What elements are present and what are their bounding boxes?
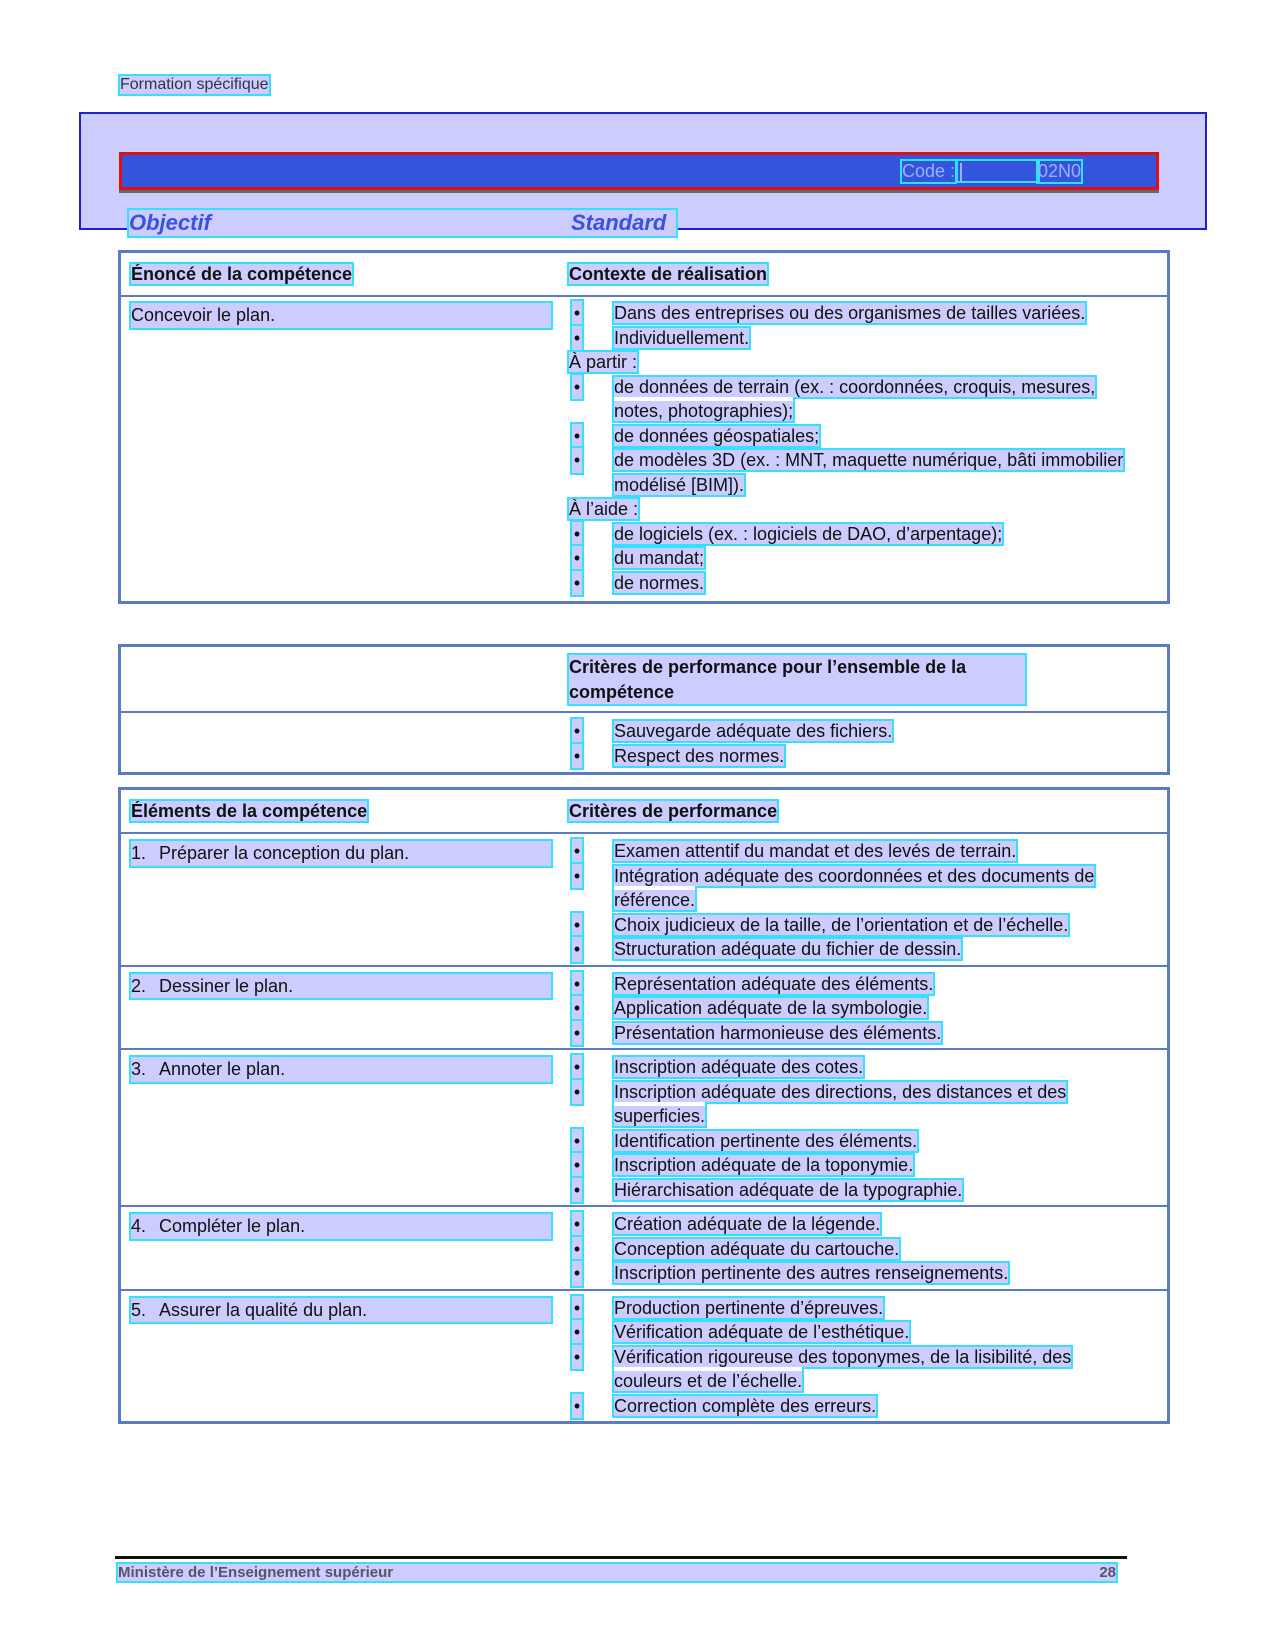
standard-title: Standard	[571, 210, 667, 235]
bullet-item	[569, 301, 1134, 326]
element-text: Annoter le plan.	[159, 1059, 286, 1079]
element-title	[131, 1298, 551, 1323]
bullet-item	[569, 571, 1134, 596]
bullet-dot: •	[572, 301, 582, 326]
performance-criteria-header: Critères de performance	[569, 800, 778, 821]
bullet-dot: •	[572, 1129, 582, 1154]
bullet-text: Inscription adéquate de la toponymie.	[614, 1155, 914, 1175]
code-value: 02N0	[1038, 161, 1082, 181]
footer	[118, 1564, 1116, 1581]
bullet-dot: •	[572, 1212, 582, 1237]
bullet-item	[569, 326, 1134, 351]
bullet-item	[569, 913, 1134, 938]
list-subheading	[569, 497, 1089, 522]
bullet-text: Représentation adéquate des éléments.	[614, 973, 934, 994]
element-number: 3.	[131, 1059, 147, 1079]
bullet-text: Identification pertinente des éléments.	[614, 1130, 918, 1151]
bullet-dot: •	[572, 1296, 582, 1321]
bullet-item	[569, 719, 1134, 744]
bullet-item	[569, 1021, 1134, 1046]
element-title	[131, 974, 551, 999]
element-row	[120, 1049, 1169, 1206]
element-text: Compléter le plan.	[159, 1216, 306, 1236]
bullet-text: Sauvegarde adéquate des fichiers.	[614, 721, 893, 741]
bullet-dot: •	[572, 375, 582, 400]
element-number: 1.	[131, 843, 147, 863]
overall-criteria-list	[569, 719, 1167, 768]
bullet-dot: •	[572, 571, 582, 596]
bullet-dot: •	[572, 522, 582, 547]
competence-statement: Concevoir le plan.	[131, 303, 551, 328]
bullet-dot: •	[572, 719, 582, 744]
element-title	[131, 841, 551, 866]
element-text: Assurer la qualité du plan.	[159, 1299, 368, 1320]
element-criteria-list	[569, 972, 1167, 1046]
bullet-text: Conception adéquate du cartouche.	[614, 1238, 900, 1259]
bullet-text: À partir :	[569, 352, 638, 372]
bullet-text: Respect des normes.	[614, 745, 785, 766]
context-table	[118, 250, 1170, 604]
element-number: 2.	[131, 975, 147, 996]
bullet-text: Hiérarchisation adéquate de la typographie.	[614, 1179, 963, 1200]
bullet-item	[569, 522, 1134, 547]
bullet-item	[569, 1237, 1134, 1262]
bullet-dot: •	[572, 424, 582, 449]
bullet-dot: •	[572, 1320, 582, 1345]
code-label: Code :	[902, 161, 956, 181]
element-row	[120, 1206, 1169, 1290]
bullet-item	[569, 1394, 1134, 1419]
bullet-text: Choix judicieux de la taille, de l’orientation et de l’échelle.	[614, 914, 1069, 935]
element-number: 4.	[131, 1216, 147, 1236]
element-criteria-list	[569, 1296, 1167, 1419]
bullet-item	[569, 1178, 1134, 1203]
bullet-text: Création adéquate de la légende.	[614, 1214, 881, 1234]
bullet-item	[569, 937, 1134, 962]
bullet-item	[569, 448, 1134, 497]
bullet-dot: •	[572, 996, 582, 1021]
bullet-text: Production pertinente d’épreuves.	[614, 1297, 884, 1318]
bullet-item	[569, 1261, 1134, 1286]
element-title	[131, 1214, 551, 1239]
bullet-item	[569, 1345, 1134, 1394]
element-row	[120, 966, 1169, 1050]
page-number: 28	[1099, 1564, 1116, 1581]
bullet-dot: •	[572, 1261, 582, 1286]
bullet-dot: •	[572, 1394, 582, 1419]
bullet-dot: •	[572, 913, 582, 938]
code-bar	[119, 152, 1159, 190]
bullet-text: Examen attentif du mandat et des levés de terrain.	[614, 841, 1017, 861]
bullet-item	[569, 839, 1134, 864]
bullet-text: de logiciels (ex. : logiciels de DAO, d’arpentage);	[614, 523, 1003, 544]
bullet-text: Inscription adéquate des directions, des distances et des superficies.	[614, 1081, 1067, 1126]
elements-table	[118, 787, 1170, 1424]
running-head: Formation spécifique	[120, 76, 269, 93]
footer-rule	[115, 1556, 1127, 1559]
bullet-dot: •	[572, 546, 582, 571]
bullet-dot: •	[572, 972, 582, 997]
bullet-dot: •	[572, 1345, 582, 1370]
context-header: Contexte de réalisation	[569, 263, 768, 284]
element-criteria-list	[569, 1055, 1167, 1202]
bullet-item	[569, 864, 1134, 913]
bullet-text: Structuration adéquate du fichier de dessin.	[614, 939, 962, 959]
bullet-item	[569, 1296, 1134, 1321]
bullet-text: Dans des entreprises ou des organismes de tailles variées.	[614, 303, 1086, 323]
bullet-text: Inscription pertinente des autres renseignements.	[614, 1263, 1009, 1283]
element-number: 5.	[131, 1299, 147, 1320]
bullet-text: Inscription adéquate des cotes.	[614, 1057, 864, 1077]
bullet-dot: •	[572, 326, 582, 351]
overall-criteria-header: Critères de performance pour l’ensemble de la compétence	[569, 655, 1025, 704]
competence-statement-header: Énoncé de la compétence	[131, 263, 353, 284]
bullet-dot: •	[572, 839, 582, 864]
footer-ministry: Ministère de l’Enseignement supérieur	[118, 1564, 394, 1581]
bullet-text: de données de terrain (ex. : coordonnées, croquis, mesures, notes, photographies);	[614, 376, 1096, 421]
bullet-text: Application adéquate de la symbologie.	[614, 998, 928, 1018]
element-title	[131, 1057, 551, 1082]
bullet-item	[569, 1129, 1134, 1154]
bullet-item	[569, 972, 1134, 997]
bullet-text: de données géospatiales;	[614, 425, 820, 446]
bullet-item	[569, 546, 1134, 571]
bullet-text: Individuellement.	[614, 327, 750, 348]
element-criteria-list	[569, 1212, 1167, 1286]
bullet-text: Vérification rigoureuse des toponymes, de la lisibilité, des couleurs et de l’échelle.	[614, 1346, 1072, 1391]
bullet-dot: •	[572, 1178, 582, 1203]
element-row	[120, 833, 1169, 966]
bullet-text: Vérification adéquate de l’esthétique.	[614, 1322, 910, 1342]
element-text: Préparer la conception du plan.	[159, 843, 410, 863]
element-row	[120, 1290, 1169, 1423]
bullet-dot: •	[572, 1021, 582, 1046]
bullet-text: Intégration adéquate des coordonnées et des documents de référence.	[614, 865, 1095, 910]
bullet-dot: •	[572, 1080, 582, 1105]
bullet-item	[569, 1212, 1134, 1237]
bullet-item	[569, 1055, 1134, 1080]
bullet-text: de normes.	[614, 572, 705, 593]
bullet-item	[569, 1080, 1134, 1129]
bullet-dot: •	[572, 1237, 582, 1262]
elements-header: Éléments de la compétence	[131, 800, 368, 821]
bullet-text: Correction complète des erreurs.	[614, 1395, 877, 1416]
code-field-marker	[958, 161, 1038, 181]
element-text: Dessiner le plan.	[159, 975, 294, 996]
bullet-dot: •	[572, 864, 582, 889]
objective-title: Objectif	[129, 210, 211, 235]
list-subheading	[569, 350, 1089, 375]
bullet-item	[569, 1320, 1134, 1345]
bullet-dot: •	[572, 1153, 582, 1178]
bullet-text: de modèles 3D (ex. : MNT, maquette numérique, bâti immobilier modélisé [BIM]).	[614, 450, 1124, 495]
bullet-item	[569, 424, 1134, 449]
bullet-item	[569, 996, 1134, 1021]
objective-standard-titles	[129, 210, 676, 236]
bullet-dot: •	[572, 1055, 582, 1080]
bullet-item	[569, 744, 1134, 769]
bullet-text: Présentation harmonieuse des éléments.	[614, 1022, 942, 1043]
context-list	[569, 301, 1167, 595]
bullet-dot: •	[572, 937, 582, 962]
overall-criteria-table	[118, 644, 1170, 775]
bullet-dot: •	[572, 448, 582, 473]
bullet-item	[569, 1153, 1134, 1178]
bullet-text: du mandat;	[614, 548, 705, 568]
element-criteria-list	[569, 839, 1167, 962]
bullet-dot: •	[572, 744, 582, 769]
bullet-item	[569, 375, 1134, 424]
bullet-text: À l’aide :	[569, 499, 639, 519]
